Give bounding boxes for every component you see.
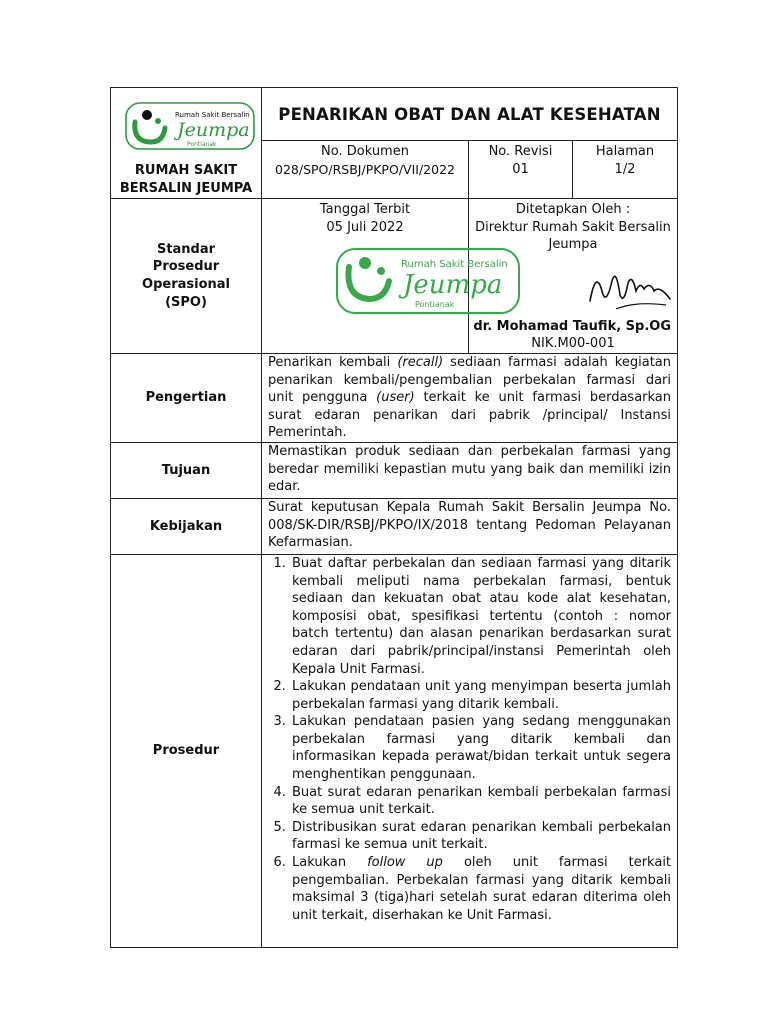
procedure-step: 2. Lakukan pendataan unit yang menyimpan beserta jumlah perbekalan farmasi yang ditarik kembali. xyxy=(290,678,671,713)
logo-brand: Jeumpa xyxy=(177,119,250,141)
doc-number-label: No. Dokumen xyxy=(321,144,409,160)
approval-label: Ditetapkan Oleh : xyxy=(515,202,631,217)
procedure-step: 6. Lakukan follow up oleh unit farmasi terkait pengembalian. Perbekalan farmasi yang ditarik kembali maksimal 3 (tiga)hari setelah surat edaran diterima oleh unit terkait, diserhakan ke Unit Farmasi. xyxy=(290,854,671,924)
pengertian-text: Penarikan kembali (recall) sediaan farmasi adalah kegiatan penarikan kembali/pengembalian perbekalan farmasi dari unit pengguna (user) terkait ke unit farmasi berdasarkan surat edaran penarikan dari pabrik /principal/ Instansi Pemerintah. xyxy=(262,353,678,442)
prosedur-label: Prosedur xyxy=(111,554,262,947)
procedure-step: 3. Lakukan pendataan pasien yang sedang menggunakan perbekalan farmasi yang ditarik kembali dan informasikan kepada perawat/bidan terkait untuk segera menghentikan penggunaan. xyxy=(290,713,671,783)
procedure-step: 1. Buat daftar perbekalan dan sediaan farmasi yang ditarik kembali meliputi nama perbekalan farmasi, bentuk sediaan dan kekuatan obat atau kode alat kesehatan, komposisi obat, spesifikasi tertentu (contoh : nomor batch tertentu) dan alasan penarikan berdasarkan surat edaran dari pabrik/principal/instansi Pemerintah oleh Kepala Unit Farmasi. xyxy=(290,555,671,678)
kebijakan-text: Surat keputusan Kepala Rumah Sakit Bersalin Jeumpa No. 008/SK-DIR/RSBJ/PKPO/IX/2018 tentang Pedoman Pelayanan Kefarmasian. xyxy=(262,498,678,554)
approval-line2: Jeumpa xyxy=(548,237,598,253)
pengertian-label: Pengertian xyxy=(111,353,262,442)
document-title: PENARIKAN OBAT DAN ALAT KESEHATAN xyxy=(262,88,678,141)
page-cell xyxy=(573,141,678,199)
procedure-step: 4. Buat surat edaran penarikan kembali perbekalan farmasi ke semua unit terkait. xyxy=(290,784,671,819)
doc-number-value: 028/SPO/RSBJ/PKPO/VII/2022 xyxy=(275,162,455,178)
logo-city: Pontianak xyxy=(187,141,217,148)
signature xyxy=(586,261,672,313)
hospital-name: RUMAH SAKIT BERSALIN JEUMPA xyxy=(119,163,253,196)
spo-document xyxy=(110,87,677,948)
doc-number-cell xyxy=(262,141,469,199)
prosedur-steps xyxy=(262,554,678,947)
procedure-step: 5. Distribusikan surat edaran penarikan kembali perbekalan farmasi ke semua unit terkait. xyxy=(290,819,671,854)
spo-table xyxy=(110,87,678,948)
stamp-city: Pontianak xyxy=(415,300,455,309)
logo-cell xyxy=(111,88,262,199)
hospital-stamp xyxy=(335,247,521,315)
issue-date-value: 05 Juli 2022 xyxy=(326,219,404,235)
revision-label: No. Revisi xyxy=(488,144,553,160)
kebijakan-label: Kebijakan xyxy=(111,498,262,554)
tujuan-text: Memastikan produk sediaan dan perbekalan farmasi yang beredar memiliki kepastian mutu yang baik dan memiliki izin edar. xyxy=(262,442,678,498)
logo-line1: Rumah Sakit Bersalin xyxy=(175,111,250,119)
signer-name: dr. Mohamad Taufik, Sp.OG xyxy=(473,318,672,334)
approval-line1: Direktur Rumah Sakit Bersalin xyxy=(475,219,671,235)
spo-label-cell: Standar Prosedur Operasional (SPO) xyxy=(111,199,262,354)
procedure-list xyxy=(262,555,677,924)
stamp-brand: Jeumpa xyxy=(403,270,503,300)
page-value: 1/2 xyxy=(614,162,636,178)
hospital-logo xyxy=(125,102,255,150)
issue-date-label: Tanggal Terbit xyxy=(319,202,411,217)
revision-value: 01 xyxy=(512,162,529,178)
revision-cell xyxy=(469,141,573,199)
signer-nik: NIK.M00-001 xyxy=(531,336,615,352)
tujuan-label: Tujuan xyxy=(111,442,262,498)
page-label: Halaman xyxy=(595,144,655,160)
stamp-line1: Rumah Sakit Bersalin xyxy=(401,259,508,270)
